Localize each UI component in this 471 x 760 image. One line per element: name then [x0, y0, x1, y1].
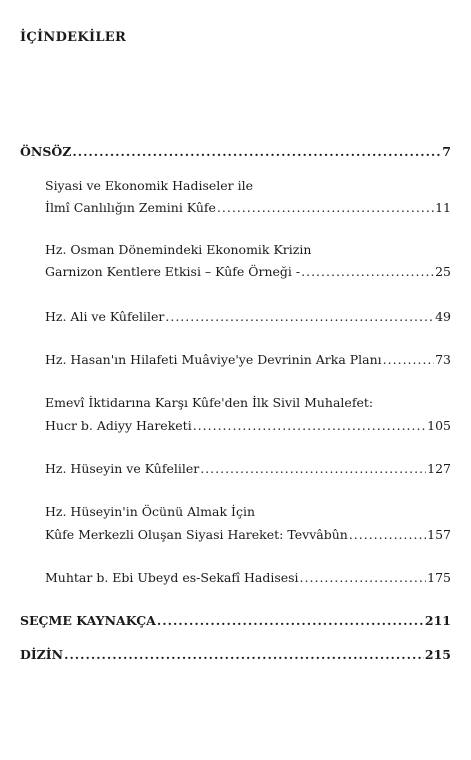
- toc-entry-e1[interactable]: [45, 200, 451, 216]
- dot-leader: [72, 144, 441, 160]
- dot-leader: [193, 418, 426, 434]
- dot-leader: [383, 352, 434, 368]
- dot-leader: [349, 527, 426, 543]
- dot-leader: [64, 647, 424, 663]
- toc-entry-title: Garnizon Kentlere Etkisi – Kûfe Örneği -: [45, 264, 301, 279]
- toc-entry-title: Muhtar b. Ebi Ubeyd es-Sekafî Hadisesi: [45, 570, 299, 585]
- dot-leader: [300, 570, 427, 586]
- toc-entry-e8[interactable]: [45, 570, 451, 586]
- dot-leader: [217, 200, 434, 216]
- toc-entry-kaynakca[interactable]: [20, 613, 451, 629]
- toc-entry-title: DİZİN: [20, 647, 64, 662]
- toc-entry-title: Hz. Hasan'ın Hilafeti Muâviye'ye Devrinin Arka Planı: [45, 352, 382, 367]
- dot-leader: [200, 461, 426, 477]
- page-title: İÇİNDEKİLER: [20, 30, 127, 45]
- toc-entry-line: [45, 242, 451, 258]
- toc-entry-e3[interactable]: [45, 309, 451, 325]
- toc-entry-e2[interactable]: [45, 264, 451, 280]
- toc-entry-title: Hz. Osman Dönemindeki Ekonomik Krizin: [45, 242, 312, 257]
- toc-page-number: 157: [427, 527, 451, 542]
- toc-page-number: 215: [424, 647, 451, 662]
- toc-entry-title: SEÇME KAYNAKÇA: [20, 613, 156, 628]
- toc-entry-dizin[interactable]: [20, 647, 451, 663]
- toc-entry-title: Hz. Ali ve Kûfeliler: [45, 309, 165, 324]
- toc-page-number: 11: [435, 200, 451, 215]
- toc-page-number: 49: [435, 309, 451, 324]
- toc-entry-title: Kûfe Merkezli Oluşan Siyasi Hareket: Tevvâbûn: [45, 527, 348, 542]
- toc-page-number: 105: [427, 418, 451, 433]
- toc-page-number: 25: [435, 264, 451, 279]
- toc-page-number: 175: [427, 570, 451, 585]
- toc-entry-e7[interactable]: [45, 527, 451, 543]
- toc-page-number: 211: [424, 613, 451, 628]
- toc-entry-line: [45, 395, 451, 411]
- toc-entry-title: İlmî Canlılığın Zemini Kûfe: [45, 200, 216, 215]
- dot-leader: [301, 264, 434, 280]
- toc-entry-e4[interactable]: [45, 352, 451, 368]
- dot-leader: [165, 309, 434, 325]
- dot-leader: [157, 613, 424, 629]
- toc-page-number: 7: [442, 144, 451, 159]
- toc-entry-title: Hz. Hüseyin ve Kûfeliler: [45, 461, 200, 476]
- toc-entry-title: ÖNSÖZ: [20, 144, 72, 159]
- toc-page-number: 73: [435, 352, 451, 367]
- toc-entry-title: Emevî İktidarına Karşı Kûfe'den İlk Sivil Muhalefet:: [45, 395, 374, 410]
- toc-entry-title: Hz. Hüseyin'in Öcünü Almak İçin: [45, 504, 256, 519]
- toc-entry-e5[interactable]: [45, 418, 451, 434]
- toc-entry-title: Hucr b. Adiyy Hareketi: [45, 418, 192, 433]
- toc-entry-line: [45, 178, 451, 194]
- toc-page-number: 127: [427, 461, 451, 476]
- toc-entry-e6[interactable]: [45, 461, 451, 477]
- toc-entry-title: Siyasi ve Ekonomik Hadiseler ile: [45, 178, 253, 193]
- toc-entry-onsoz[interactable]: [20, 144, 451, 160]
- toc-entry-line: [45, 504, 451, 520]
